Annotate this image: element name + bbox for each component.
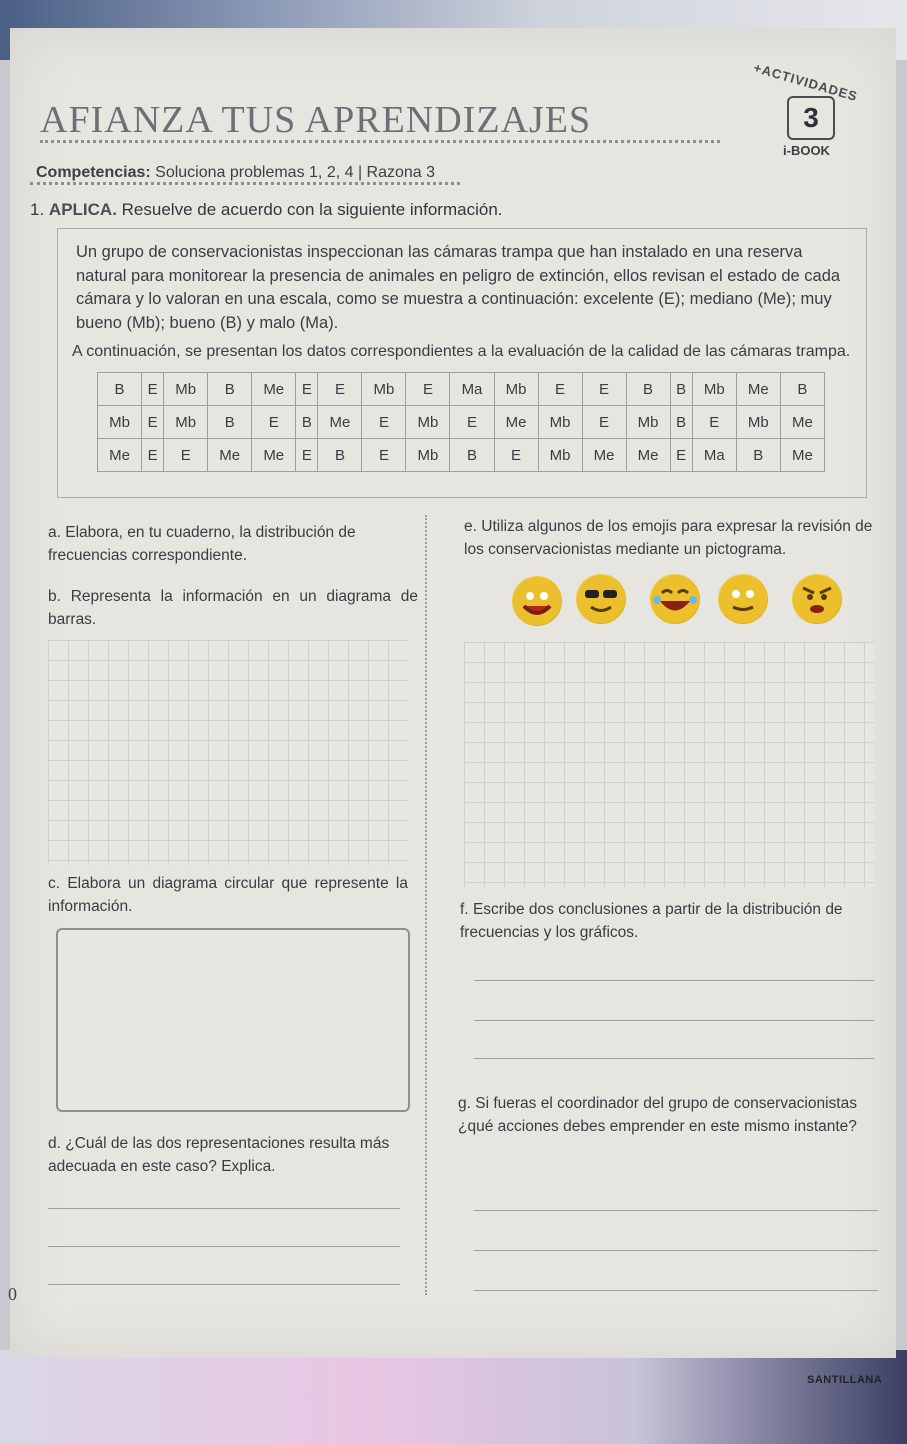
- question-d-text: ¿Cuál de las dos representaciones resulta más adecuada en este caso? Explica.: [48, 1135, 390, 1175]
- background-bottom: [0, 1350, 907, 1444]
- table-cell: B: [780, 373, 824, 406]
- table-cell: B: [626, 373, 670, 406]
- answer-line-g-1[interactable]: [474, 1210, 878, 1211]
- competencias-label: Competencias:: [36, 164, 151, 181]
- table-cell: B: [98, 373, 142, 406]
- bar-chart-grid[interactable]: [48, 640, 408, 865]
- table-cell: Mb: [692, 373, 736, 406]
- question-c-letter: c.: [48, 875, 61, 892]
- question-a-letter: a.: [48, 524, 61, 541]
- table-cell: E: [692, 406, 736, 439]
- question-d: [48, 1132, 408, 1178]
- title-underline-2: [30, 182, 460, 185]
- sunglasses-face-icon: [576, 574, 626, 624]
- table-intro: A continuación, se presentan los datos correspondientes a la evaluación de la calidad de las cámaras trampa.: [72, 343, 851, 360]
- table-cell: B: [208, 406, 252, 439]
- information-paragraph: Un grupo de conservacionistas inspeccionan las cámaras trampa que han instalado en una reserva natural para monitorear la presencia de animales en peligro de extinción, ellos revisan el estado de cada cámara y lo valoran en una escala, como se muestra a continuación: excelente (E); mediano (Me); muy bueno (Mb); bueno (B) y malo (Ma).: [76, 243, 841, 332]
- question-g-text: Si fueras el coordinador del grupo de conservacionistas ¿qué acciones debes emprender en este mismo instante?: [458, 1095, 857, 1135]
- table-cell: Me: [780, 406, 824, 439]
- answer-line-g-3[interactable]: [474, 1290, 878, 1291]
- publisher-logo: SANTILLANA: [807, 1374, 883, 1386]
- answer-line-d-2[interactable]: [48, 1246, 400, 1247]
- table-cell: Me: [318, 406, 362, 439]
- question-number: 1.: [30, 200, 45, 219]
- ratings-table: [97, 372, 825, 472]
- question-g-letter: g.: [458, 1095, 471, 1112]
- question-text: Resuelve de acuerdo con la siguiente información.: [121, 200, 503, 219]
- emoji-row: [512, 574, 842, 628]
- table-cell: Me: [252, 373, 296, 406]
- table-row: [98, 373, 825, 406]
- table-cell: Mb: [406, 439, 450, 472]
- table-cell: Me: [98, 439, 142, 472]
- activities-label: +ACTIVIDADES: [751, 60, 860, 105]
- question-e-letter: e.: [464, 518, 477, 535]
- question-f-letter: f.: [460, 901, 469, 918]
- table-row: [98, 406, 825, 439]
- table-cell: B: [670, 373, 692, 406]
- table-cell: B: [450, 439, 494, 472]
- table-cell: Me: [582, 439, 626, 472]
- question-c: [48, 872, 408, 918]
- question-b-text: Representa la información en un diagrama de barras.: [48, 588, 419, 628]
- answer-line-f-1[interactable]: [474, 980, 874, 981]
- table-cell: E: [582, 373, 626, 406]
- laughing-face-icon: [650, 574, 700, 624]
- table-cell: Me: [494, 406, 538, 439]
- table-row: [98, 439, 825, 472]
- answer-line-f-3[interactable]: [474, 1058, 874, 1059]
- question-f-text: Escribe dos conclusiones a partir de la distribución de frecuencias y los gráficos.: [460, 901, 843, 941]
- table-cell: Me: [780, 439, 824, 472]
- smiling-face-icon: [512, 576, 562, 626]
- angry-face-icon: [792, 574, 842, 624]
- activities-number-badge: 3: [787, 96, 835, 140]
- answer-line-d-1[interactable]: [48, 1208, 400, 1209]
- table-cell: Mb: [164, 406, 208, 439]
- answer-line-d-3[interactable]: [48, 1284, 400, 1285]
- table-cell: Mb: [98, 406, 142, 439]
- neutral-face-icon: [718, 574, 768, 624]
- competencias: [36, 164, 435, 182]
- question-f: [460, 898, 880, 944]
- table-cell: Mb: [494, 373, 538, 406]
- pictogram-grid[interactable]: [464, 642, 874, 887]
- question-b: [48, 585, 418, 631]
- question-e: [464, 515, 874, 561]
- question-tag: APLICA.: [48, 200, 117, 219]
- question-b-letter: b.: [48, 588, 61, 605]
- table-cell: Mb: [164, 373, 208, 406]
- ibook-label: i-BOOK: [783, 143, 830, 158]
- table-cell: E: [142, 439, 164, 472]
- table-cell: Mb: [538, 406, 582, 439]
- table-cell: E: [296, 439, 318, 472]
- question-a-text: Elabora, en tu cuaderno, la distribución de frecuencias correspondiente.: [48, 524, 356, 564]
- question-c-text: Elabora un diagrama circular que represente la información.: [48, 875, 408, 915]
- table-cell: Me: [736, 373, 780, 406]
- table-cell: E: [362, 406, 406, 439]
- table-cell: B: [318, 439, 362, 472]
- table-cell: E: [494, 439, 538, 472]
- table-cell: Mb: [362, 373, 406, 406]
- table-cell: E: [362, 439, 406, 472]
- table-cell: E: [538, 373, 582, 406]
- table-cell: Mb: [406, 406, 450, 439]
- page-mark: 0: [8, 1284, 17, 1304]
- table-cell: E: [406, 373, 450, 406]
- title-underline: [40, 140, 720, 143]
- question-1: [30, 200, 503, 220]
- table-cell: Ma: [450, 373, 494, 406]
- page-title: AFIANZA TUS APRENDIZAJES: [40, 99, 592, 141]
- table-cell: Ma: [692, 439, 736, 472]
- pie-chart-box[interactable]: [56, 928, 410, 1112]
- table-cell: B: [736, 439, 780, 472]
- question-e-text: Utiliza algunos de los emojis para expresar la revisión de los conservacionistas mediante un pictograma.: [464, 518, 873, 558]
- table-cell: E: [252, 406, 296, 439]
- table-cell: E: [164, 439, 208, 472]
- table-cell: Me: [252, 439, 296, 472]
- table-cell: E: [670, 439, 692, 472]
- table-cell: E: [318, 373, 362, 406]
- table-cell: Me: [208, 439, 252, 472]
- table-cell: Mb: [538, 439, 582, 472]
- table-cell: B: [670, 406, 692, 439]
- table-cell: E: [450, 406, 494, 439]
- answer-line-g-2[interactable]: [474, 1250, 878, 1251]
- table-cell: E: [142, 373, 164, 406]
- answer-line-f-2[interactable]: [474, 1020, 874, 1021]
- table-cell: Mb: [626, 406, 670, 439]
- column-divider: [425, 515, 427, 1295]
- table-cell: B: [208, 373, 252, 406]
- table-cell: E: [582, 406, 626, 439]
- table-cell: E: [296, 373, 318, 406]
- question-a: [48, 521, 418, 567]
- table-cell: Me: [626, 439, 670, 472]
- table-cell: E: [142, 406, 164, 439]
- table-cell: Mb: [736, 406, 780, 439]
- question-d-letter: d.: [48, 1135, 61, 1152]
- table-cell: B: [296, 406, 318, 439]
- question-g: [458, 1092, 882, 1138]
- competencias-text: Soluciona problemas 1, 2, 4 | Razona 3: [155, 164, 436, 181]
